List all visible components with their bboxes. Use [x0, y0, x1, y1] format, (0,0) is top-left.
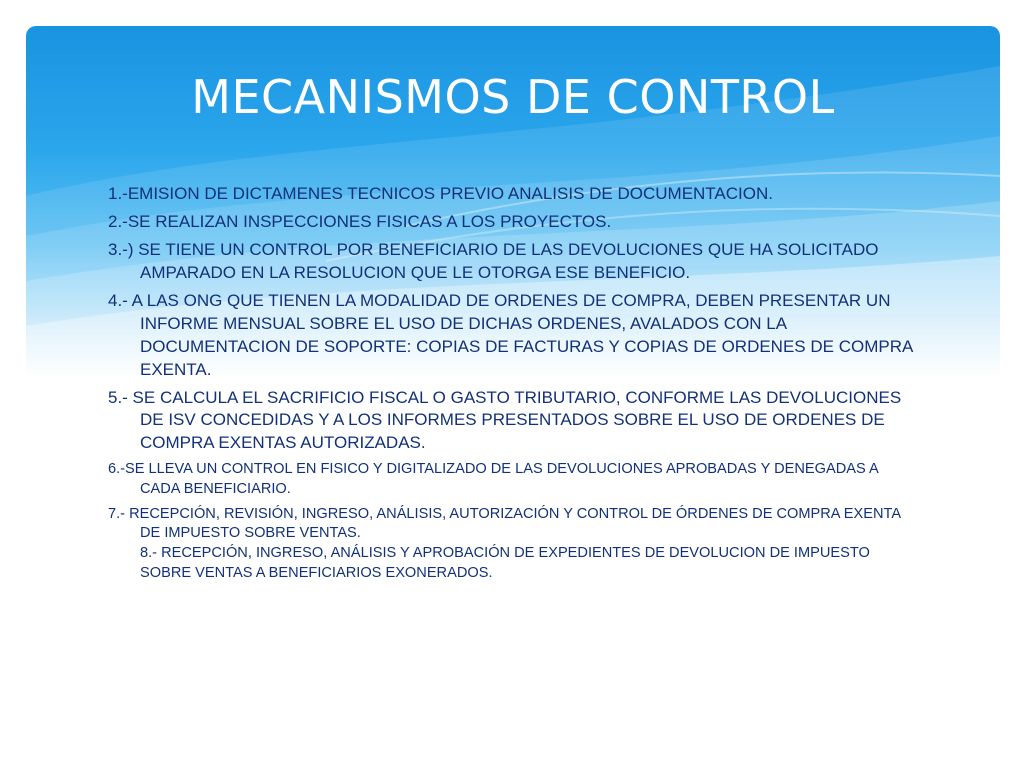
slide-content: [108, 183, 918, 588]
list-item: 4.- A LAS ONG QUE TIENEN LA MODALIDAD DE ORDENES DE COMPRA, DEBEN PRESENTAR UN INFORME MENSUAL SOBRE EL USO DE DICHAS ORDENES, AVALADOS CON LA DOCUMENTACION DE SOPORTE: COPIAS DE FACTURAS Y COPIAS DE ORDENES DE COMPRA EXENTA.: [108, 290, 913, 379]
list-item: 2.-SE REALIZAN INSPECCIONES FISICAS A LOS PROYECTOS.: [108, 211, 612, 231]
list-item-continuation: 8.- RECEPCIÓN, INGRESO, ANÁLISIS Y APROBACIÓN DE EXPEDIENTES DE DEVOLUCION DE IMPUESTO SOBRE VENTAS A BENEFICIARIOS EXONERADOS.: [140, 545, 870, 581]
slide-title: MECANISMOS DE CONTROL: [191, 70, 835, 124]
list-item: 3.-) SE TIENE UN CONTROL POR BENEFICIARIO DE LAS DEVOLUCIONES QUE HA SOLICITADO AMPARADO EN LA RESOLUCION QUE LE OTORGA ESE BENEFICIO.: [108, 239, 879, 282]
list-item: 1.-EMISION DE DICTAMENES TECNICOS PREVIO ANALISIS DE DOCUMENTACION.: [108, 184, 773, 203]
list-item: 5.- SE CALCULA EL SACRIFICIO FISCAL O GASTO TRIBUTARIO, CONFORME LAS DEVOLUCIONES DE ISV CONCEDIDAS Y A LOS INFORMES PRESENTADOS SOBRE EL USO DE ORDENES DE COMPRA EXENTAS AUTORIZADAS.: [108, 387, 902, 453]
list-item: 6.-SE LLEVA UN CONTROL EN FISICO Y DIGITALIZADO DE LAS DEVOLUCIONES APROBADAS Y DENEGADAS A CADA BENEFICIARIO.: [108, 461, 878, 497]
list-item: [108, 505, 918, 584]
list-item-text: 7.- RECEPCIÓN, REVISIÓN, INGRESO, ANÁLISIS, AUTORIZACIÓN Y CONTROL DE ÓRDENES DE COMPRA EXENTA DE IMPUESTO SOBRE VENTAS.: [108, 505, 901, 542]
